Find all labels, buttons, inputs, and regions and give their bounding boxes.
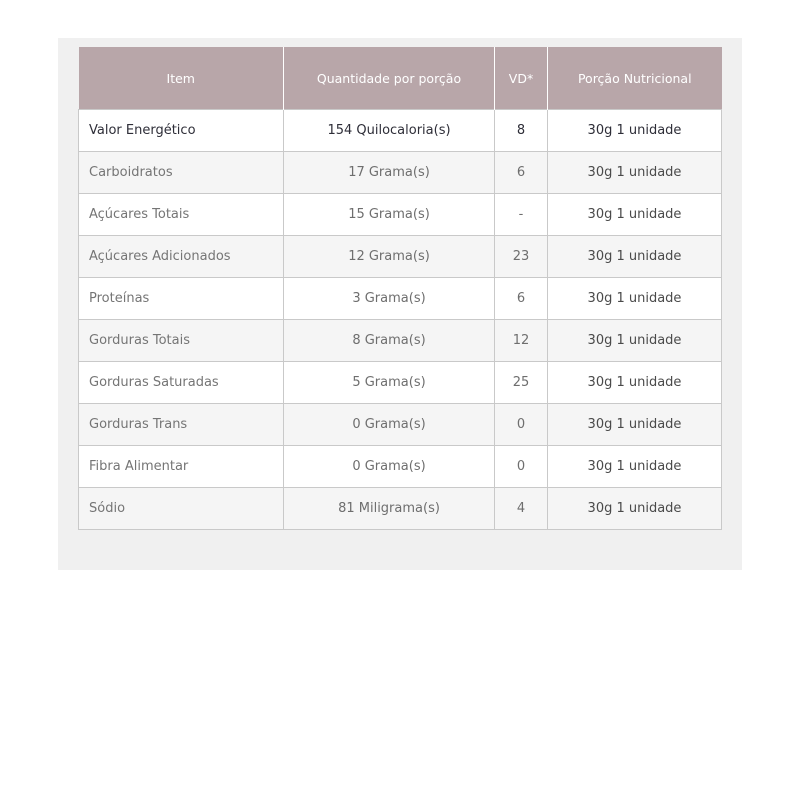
cell-portion: 30g 1 unidade [548, 362, 722, 404]
cell-quantity: 15 Grama(s) [284, 194, 495, 236]
cell-quantity: 81 Miligrama(s) [284, 488, 495, 530]
cell-item: Gorduras Saturadas [79, 362, 284, 404]
table-row [79, 194, 722, 236]
cell-item: Açúcares Adicionados [79, 236, 284, 278]
table-row [79, 278, 722, 320]
cell-vd: 6 [495, 152, 548, 194]
cell-quantity: 3 Grama(s) [284, 278, 495, 320]
cell-item: Gorduras Totais [79, 320, 284, 362]
cell-portion: 30g 1 unidade [548, 236, 722, 278]
cell-vd: 6 [495, 278, 548, 320]
cell-vd: 8 [495, 110, 548, 152]
cell-portion: 30g 1 unidade [548, 278, 722, 320]
table-row [79, 446, 722, 488]
cell-quantity: 0 Grama(s) [284, 404, 495, 446]
table-header-row [79, 47, 722, 110]
cell-portion: 30g 1 unidade [548, 320, 722, 362]
cell-quantity: 0 Grama(s) [284, 446, 495, 488]
header-portion: Porção Nutricional [548, 47, 722, 110]
cell-item: Carboidratos [79, 152, 284, 194]
cell-item: Açúcares Totais [79, 194, 284, 236]
cell-quantity: 12 Grama(s) [284, 236, 495, 278]
cell-item: Proteínas [79, 278, 284, 320]
table-row [79, 152, 722, 194]
cell-item: Sódio [79, 488, 284, 530]
cell-portion: 30g 1 unidade [548, 152, 722, 194]
header-item: Item [79, 47, 284, 110]
cell-quantity: 154 Quilocaloria(s) [284, 110, 495, 152]
cell-item: Gorduras Trans [79, 404, 284, 446]
cell-vd: 23 [495, 236, 548, 278]
cell-portion: 30g 1 unidade [548, 194, 722, 236]
cell-vd: 0 [495, 446, 548, 488]
table-row [79, 488, 722, 530]
nutrition-table [78, 47, 722, 530]
cell-vd: 25 [495, 362, 548, 404]
table-row [79, 110, 722, 152]
table-row [79, 362, 722, 404]
cell-vd: 0 [495, 404, 548, 446]
cell-item: Fibra Alimentar [79, 446, 284, 488]
cell-portion: 30g 1 unidade [548, 488, 722, 530]
cell-quantity: 8 Grama(s) [284, 320, 495, 362]
cell-quantity: 17 Grama(s) [284, 152, 495, 194]
cell-vd: - [495, 194, 548, 236]
header-quantity: Quantidade por porção [284, 47, 495, 110]
cell-item: Valor Energético [79, 110, 284, 152]
header-vd: VD* [495, 47, 548, 110]
cell-portion: 30g 1 unidade [548, 110, 722, 152]
table-row [79, 404, 722, 446]
table-row [79, 236, 722, 278]
table-row [79, 320, 722, 362]
cell-vd: 4 [495, 488, 548, 530]
cell-portion: 30g 1 unidade [548, 446, 722, 488]
cell-portion: 30g 1 unidade [548, 404, 722, 446]
cell-quantity: 5 Grama(s) [284, 362, 495, 404]
cell-vd: 12 [495, 320, 548, 362]
